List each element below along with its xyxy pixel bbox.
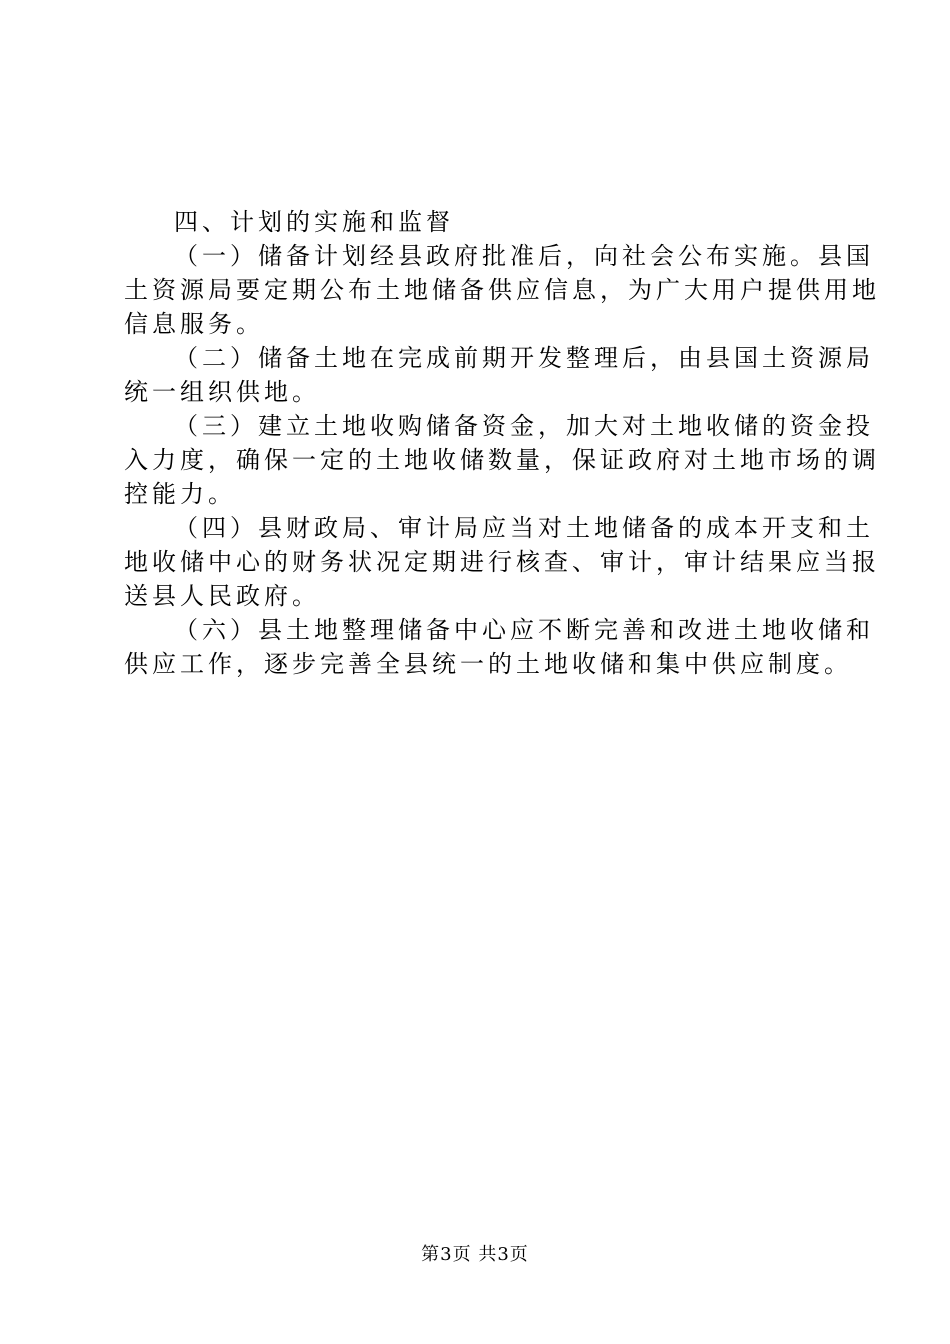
paragraph-line: （三）建立土地收购储备资金，加大对土地收储的资金投 xyxy=(174,412,874,440)
paragraph-line: （四）县财政局、审计局应当对土地储备的成本开支和土 xyxy=(174,514,874,542)
paragraph-line: （六）县土地整理储备中心应不断完善和改进土地收储和 xyxy=(174,616,874,644)
paragraph-5 xyxy=(124,613,874,681)
paragraph-line: （一）储备计划经县政府批准后，向社会公布实施。县国 xyxy=(174,242,874,270)
paragraph-line: 控能力。 xyxy=(124,480,236,508)
paragraph-line: 土资源局要定期公布土地储备供应信息，为广大用户提供用地 xyxy=(124,276,880,304)
paragraph-line: （二）储备土地在完成前期开发整理后，由县国土资源局 xyxy=(174,344,874,372)
paragraph-line: 信息服务。 xyxy=(124,310,264,338)
paragraph-4 xyxy=(124,511,880,613)
paragraph-1 xyxy=(124,239,880,341)
paragraph-3 xyxy=(124,409,880,511)
page-number-footer: 第3页 共3页 xyxy=(421,1244,529,1265)
paragraph-2 xyxy=(124,341,874,409)
paragraph-line: 入力度，确保一定的土地收储数量，保证政府对土地市场的调 xyxy=(124,446,880,474)
paragraph-line: 送县人民政府。 xyxy=(124,582,320,610)
paragraph-line: 地收储中心的财务状况定期进行核查、审计，审计结果应当报 xyxy=(124,548,880,576)
paragraph-line: 统一组织供地。 xyxy=(124,378,320,406)
section-heading: 四、计划的实施和监督 xyxy=(174,208,454,236)
document-body xyxy=(124,205,880,681)
paragraph-line: 供应工作，逐步完善全县统一的土地收储和集中供应制度。 xyxy=(124,650,852,678)
